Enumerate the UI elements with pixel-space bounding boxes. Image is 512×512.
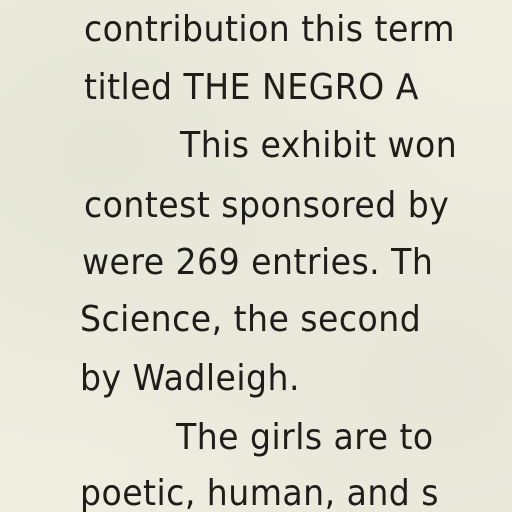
paragraph-start-line: This exhibit won xyxy=(180,125,458,166)
text-line: Science, the second xyxy=(80,299,422,340)
text-line: contribution this term xyxy=(84,9,456,50)
text-line: by Wadleigh. xyxy=(80,358,300,399)
text-line: contest sponsored by xyxy=(84,185,450,226)
text-line: titled THE NEGRO A xyxy=(84,67,419,108)
text-line: poetic, human, and s xyxy=(80,473,440,512)
text-line: were 269 entries. Th xyxy=(82,242,434,283)
paragraph-start-line: The girls are to xyxy=(176,417,434,458)
